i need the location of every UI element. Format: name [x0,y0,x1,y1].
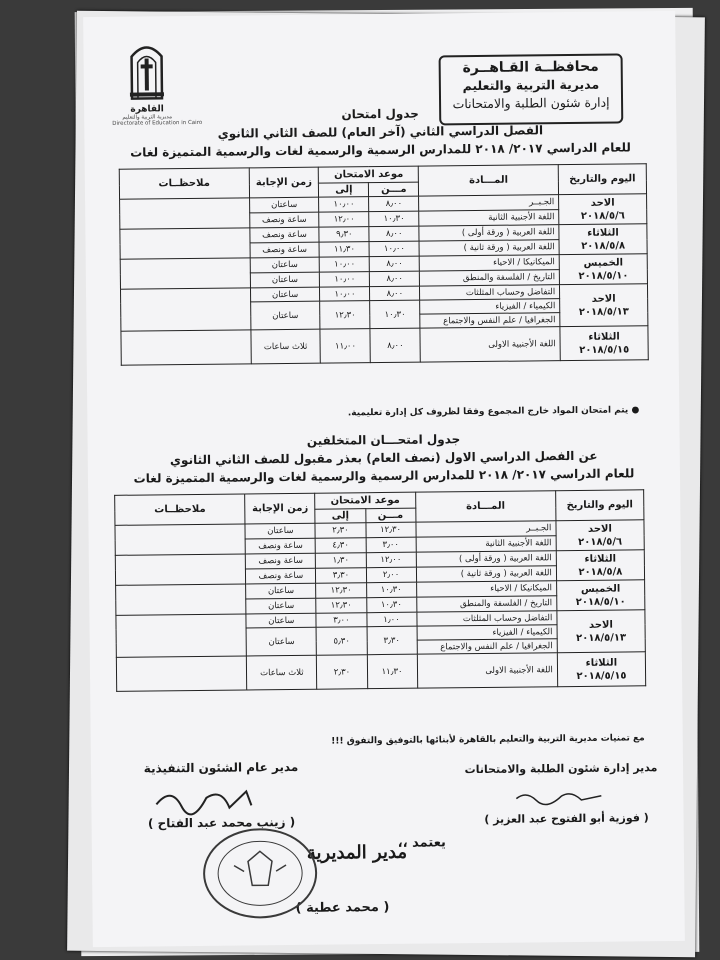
day-date-cell [557,652,646,687]
exam-date: ٢٠١٨/٥/١٣ [576,631,627,644]
logo-subtext: مديرية التربية والتعليم [122,114,173,121]
notes-cell [120,258,250,289]
bullet-icon: ● [631,405,640,416]
duration-cell: ساعة ونصف [246,568,316,584]
header-from: مـــن [369,182,419,197]
to-cell: ٤٫٣٠ [316,538,366,554]
header-day: اليوم والتاريخ [558,164,646,195]
schedule2-title: جدول امتحـــان المتخلفين [306,432,461,448]
left-signature-name: ( زينب محمد عبد الفتاح ) [147,814,296,831]
exam-date: ٢٠١٨/٥/٨ [581,239,626,252]
from-cell: ١٠٫٣٠ [369,211,419,227]
day-name: الاحد [590,197,615,209]
from-cell: ٣٫٣٠ [367,626,417,655]
subject-cell: اللغة العربية ( ورقة ثانية ) [416,566,556,582]
right-signature-name: ( فوزية أبو الفتوح عبد العزيز ) [484,811,649,826]
approve-label: يعتمد ،، [397,835,446,851]
to-cell: ١٠٫٠٠ [320,257,370,273]
day-date-cell [560,284,648,327]
schedule2-table [114,489,646,692]
to-cell: ١٫٣٠ [316,553,366,569]
subject-cell: الميكانيكا / الاحياء [419,255,559,271]
notes-cell [121,330,251,365]
subject-cell: اللغة العربية ( ورقة أولى ) [416,551,556,567]
subject-cell: اللغة الأجنبية الثانية [416,536,556,552]
duration-cell: ساعتان [246,613,316,628]
subject-cell: اللغة الأجنبية الثانية [419,210,559,226]
subject-cell: الكيمياء / الفيزياء [417,625,557,640]
notes-cell [115,554,246,585]
to-cell: ١٢٫٣٠ [316,583,366,599]
day-name: الخميس [580,583,621,595]
handwritten-signature-left [151,783,261,816]
subject-cell: اللغة العربية ( ورقة أولى ) [419,225,559,241]
day-name: الثلاثاء [585,657,618,669]
duration-cell: ساعتان [250,287,320,302]
left-signature-title: مدير عام الشئون التنفيذية [143,759,299,776]
from-cell: ١٠٫٠٠ [369,241,419,257]
from-cell: ٨٫٠٠ [369,226,419,242]
subject-cell: التفاضل وحساب المثلثات [416,611,556,626]
day-name: الاحد [588,619,613,631]
notes-cell [115,524,246,555]
subject-cell: الكيمياء / الفيزياء [420,299,560,314]
closing-note: مع تمنيات مديرية التربية والتعليم بالقاهرة لأبنائها بالتوفيق والتفوق !!! [331,733,645,747]
subject-cell: اللغة العربية ( ورقة ثانية ) [419,240,559,256]
duration-cell: ساعتان [250,257,320,273]
duration-cell: ساعتان [250,301,320,330]
to-cell: ١٠٫٠٠ [319,197,369,213]
duration-cell: ساعة ونصف [250,242,320,258]
notes-cell [120,228,250,259]
duration-cell: ساعتان [249,197,319,213]
table-row [121,326,648,366]
notes-cell [116,656,247,691]
to-cell: ١٢٫٣٠ [320,301,370,330]
schedule1-footnote-text: يتم امتحان المواد خارج المجموع وفقا لظروف كل إدارة تعليمية. [347,405,629,419]
notes-cell [116,584,247,615]
day-name: الثلاثاء [588,331,620,343]
from-cell: ٢٫٠٠ [366,567,416,583]
logo-text: القاهرة [130,104,164,115]
header-to: إلى [315,509,365,524]
cairo-tower-emblem-icon [127,42,166,100]
to-cell: ١٢٫٠٠ [319,212,369,228]
directorate-name: مديرية التربية والتعليم [462,76,600,94]
table-row [116,652,645,692]
to-cell: ٥٫٣٠ [316,627,366,656]
subject-cell: الميكانيكا / الاحياء [416,581,556,597]
schedule1-footnote [348,405,640,418]
handwritten-signature-right [511,786,611,809]
subject-cell: اللغة الأجنبية الاولى [417,653,558,688]
exam-date: ٢٠١٨/٥/٦ [578,536,623,548]
to-cell: ٢٫٣٠ [317,655,367,690]
header-subject: المـــادة [419,165,559,196]
header-notes: ملاحظــات [115,494,246,525]
logo-subtext-en: Directorate of Education in Cairo [112,119,203,127]
duration-cell: ساعتان [246,583,316,599]
duration-cell: ساعتان [245,523,315,539]
subject-cell: الجغرافيا / علم النفس والاجتماع [420,313,560,328]
exam-date: ٢٠١٨/٥/٨ [578,566,623,578]
schedule1-year: للعام الدراسي ٢٠١٧/ ٢٠١٨ للمدارس الرسمية والرسمية لغات والرسمية المتميزة لغات [130,140,631,160]
header-day: اليوم والتاريخ [555,490,643,521]
header-subject: المـــادة [415,491,556,522]
to-cell: ١٢٫٣٠ [316,598,366,614]
from-cell: ٨٫٠٠ [370,286,420,301]
day-name: الثلاثاء [587,227,619,239]
official-stamp-icon [200,825,321,922]
subject-cell: التاريخ / الفلسفة والمنطق [416,596,556,612]
subject-cell: التاريخ / الفلسفة والمنطق [420,270,560,286]
exam-date: ٢٠١٨/٥/١٥ [579,343,630,356]
from-cell: ٣٫٠٠ [366,537,416,553]
day-date-cell [556,580,644,611]
director-name: ( محمد عطية ) [295,899,390,916]
exam-date: ٢٠١٨/٥/١٥ [576,669,627,682]
subject-cell: التفاضل وحساب المثلثات [420,285,560,300]
exam-date: ٢٠١٨/٥/١٠ [578,269,629,282]
from-cell: ١١٫٣٠ [367,654,417,689]
from-cell: ١٫٠٠ [366,612,416,627]
from-cell: ١٢٫٠٠ [366,552,416,568]
header-to: إلى [319,183,369,198]
exam-date: ٢٠١٨/٥/١٣ [578,305,629,318]
notes-cell [116,614,247,657]
day-date-cell [559,194,647,225]
director-title: مدير المديرية [306,841,408,864]
day-date-cell [560,326,648,361]
duration-cell: ساعتان [246,598,316,614]
day-date-cell [556,550,644,581]
to-cell: ١١٫٠٠ [320,329,370,364]
duration-cell: ساعة ونصف [249,212,319,228]
document-page [83,11,685,947]
schedule1-title: جدول امتحان [341,106,419,122]
governorate-name: محافظــة القـاهــرة [462,58,599,77]
to-cell: ٩٫٣٠ [319,227,369,243]
duration-cell: ساعتان [246,627,316,656]
to-cell: ١٠٫٠٠ [320,272,370,288]
header-duration: زمن الإجابة [245,493,315,524]
right-signature-title: مدير إدارة شئون الطلبة والامتحانات [464,761,658,777]
day-name: الاحد [587,523,612,535]
header-from: مـــن [365,508,415,523]
from-cell: ١٠٫٣٠ [370,300,420,329]
day-name: الاحد [591,293,616,305]
notes-cell [120,198,250,229]
to-cell: ٣٫٣٠ [316,568,366,584]
duration-cell: ساعة ونصف [249,227,319,243]
from-cell: ١٠٫٣٠ [366,582,416,598]
day-name: الثلاثاء [584,553,617,565]
header-duration: زمن الإجابة [249,167,319,198]
from-cell: ٨٫٠٠ [370,328,420,363]
exam-date: ٢٠١٨/٥/١٠ [575,595,626,608]
subject-cell: الجغرافيا / علم النفس والاجتماع [417,639,557,654]
subject-cell: الجـبــر [416,521,556,537]
schedule2-subtitle: عن الفصل الدراسي الاول (نصف العام) بعذر مقبول للصف الثاني الثانوي [169,448,598,468]
header-exam-time: موعد الامتحان [315,492,415,509]
to-cell: ١٠٫٠٠ [320,287,370,302]
duration-cell: ساعة ونصف [246,553,316,569]
to-cell: ٢٫٣٠ [315,523,365,539]
to-cell: ٣٫٠٠ [316,613,366,628]
schedule1-subtitle: الفصل الدراسي الثاني (آخر العام) للصف الثاني الثانوي [217,123,544,141]
day-date-cell [557,610,646,653]
from-cell: ٨٫٠٠ [369,196,419,212]
from-cell: ٨٫٠٠ [370,271,420,287]
duration-cell: ثلاث ساعات [247,655,317,690]
notes-cell [120,288,250,331]
day-name: الخميس [583,256,624,269]
day-date-cell [559,254,647,285]
day-date-cell [556,520,644,551]
duration-cell: ساعة ونصف [245,538,315,554]
duration-cell: ساعتان [250,272,320,288]
department-name: إدارة شئون الطلبة والامتحانات [452,94,610,112]
schedule2-year: للعام الدراسي ٢٠١٧/ ٢٠١٨ للمدارس الرسمية والرسمية لغات والرسمية المتميزة لغات [133,466,635,486]
from-cell: ١٢٫٣٠ [365,522,415,538]
day-date-cell [559,224,647,255]
duration-cell: ثلاث ساعات [251,329,321,364]
from-cell: ١٠٫٣٠ [366,597,416,613]
header-exam-time: موعد الامتحان [319,166,419,183]
to-cell: ١١٫٣٠ [320,242,370,258]
from-cell: ٨٫٠٠ [370,256,420,272]
schedule1-table [119,163,649,366]
exam-date: ٢٠١٨/٥/٦ [580,209,625,222]
subject-cell: الجـبــر [419,195,559,211]
header-notes: ملاحظــات [119,168,249,199]
subject-cell: اللغة الأجنبية الاولى [420,327,560,362]
